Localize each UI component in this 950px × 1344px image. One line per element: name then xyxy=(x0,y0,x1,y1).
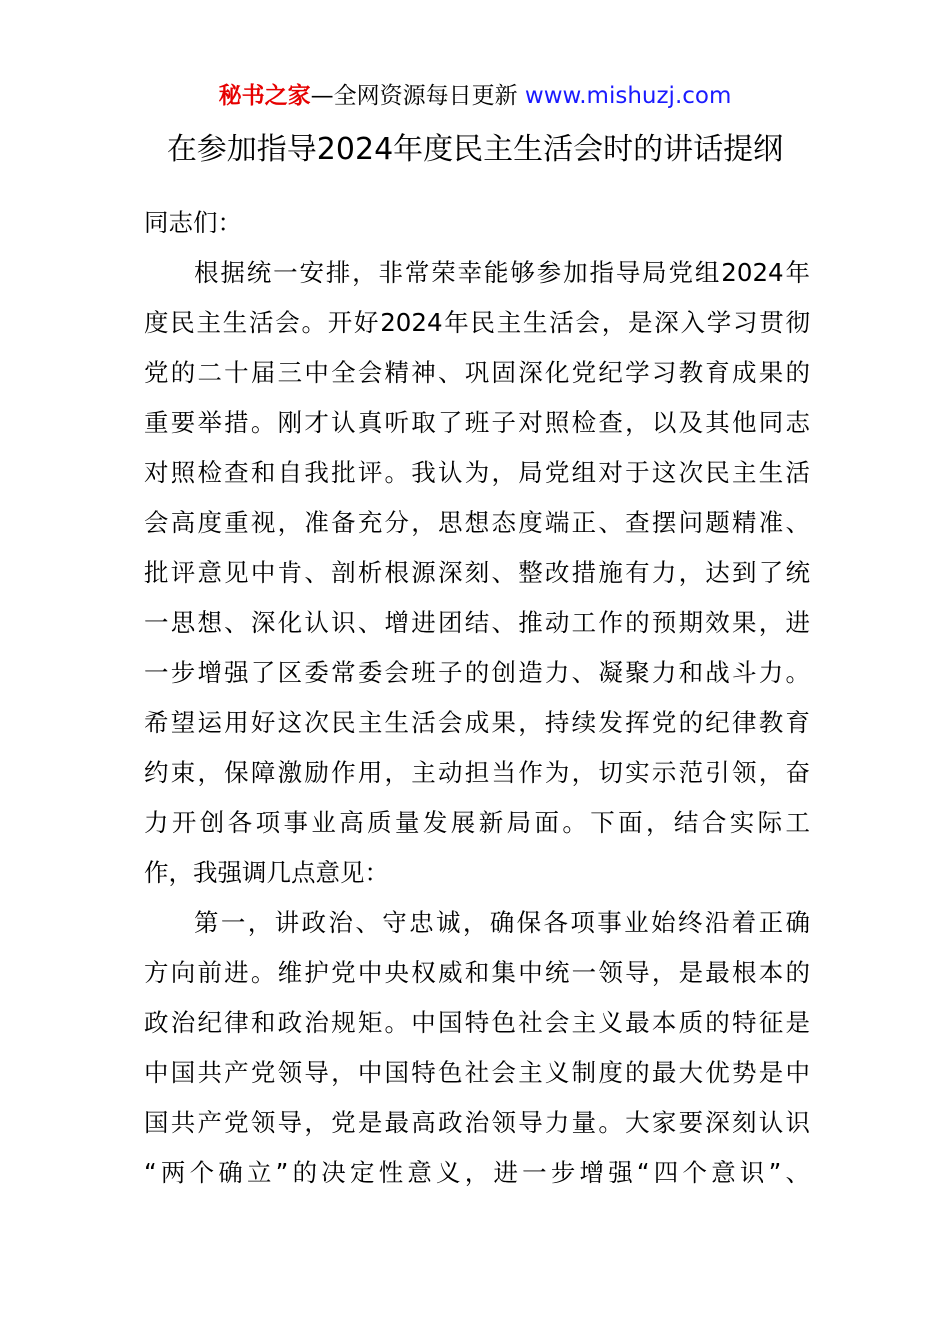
text-line: 批评意见中肯、剖析根源深刻、整改措施有力，达到了统 xyxy=(144,558,810,587)
text-line: 作，我强调几点意见： xyxy=(144,858,389,887)
text-line: 约束，保障激励作用，主动担当作为，切实示范引领，奋 xyxy=(144,758,810,787)
text-line: 一步增强了区委常委会班子的创造力、凝聚力和战斗力。 xyxy=(144,658,810,687)
document-body xyxy=(144,198,810,1198)
site-link[interactable]: www.mishuzj.com xyxy=(524,83,732,109)
text-line: 对照检查和自我批评。我认为，局党组对于这次民主生活 xyxy=(144,458,810,487)
text-line: 希望运用好这次民主生活会成果，持续发挥党的纪律教育 xyxy=(144,708,810,737)
text-line: 第一，讲政治、守忠诚，确保各项事业始终沿着正确 xyxy=(194,908,810,937)
document-title: 在参加指导2024年度民主生活会时的讲话提纲 xyxy=(166,132,784,167)
text-line: 国共产党领导，党是最高政治领导力量。大家要深刻认识 xyxy=(144,1108,810,1137)
header-tagline: —全网资源每日更新 xyxy=(310,83,525,109)
text-line: 中国共产党领导，中国特色社会主义制度的最大优势是中 xyxy=(144,1058,810,1087)
text-line: 根据统一安排，非常荣幸能够参加指导局党组2024年 xyxy=(194,258,810,287)
text-line: 方向前进。维护党中央权威和集中统一领导，是最根本的 xyxy=(144,958,810,987)
text-line: 度民主生活会。开好2024年民主生活会，是深入学习贯彻 xyxy=(144,308,810,337)
text-line: 会高度重视，准备充分，思想态度端正、查摆问题精准、 xyxy=(144,508,810,537)
brand-name: 秘书之家 xyxy=(218,83,311,109)
text-line: 一思想、深化认识、增进团结、推动工作的预期效果，进 xyxy=(144,608,810,637)
text-line: “两个确立”的决定性意义，进一步增强“四个意识”、 xyxy=(144,1158,810,1187)
site-header xyxy=(0,80,950,112)
salutation: 同志们： xyxy=(144,208,242,237)
text-line: 重要举措。刚才认真听取了班子对照检查，以及其他同志 xyxy=(144,408,810,437)
text-line: 政治纪律和政治规矩。中国特色社会主义最本质的特征是 xyxy=(144,1008,810,1037)
text-line: 力开创各项事业高质量发展新局面。下面，结合实际工 xyxy=(144,808,810,837)
text-line: 党的二十届三中全会精神、巩固深化党纪学习教育成果的 xyxy=(144,358,810,387)
